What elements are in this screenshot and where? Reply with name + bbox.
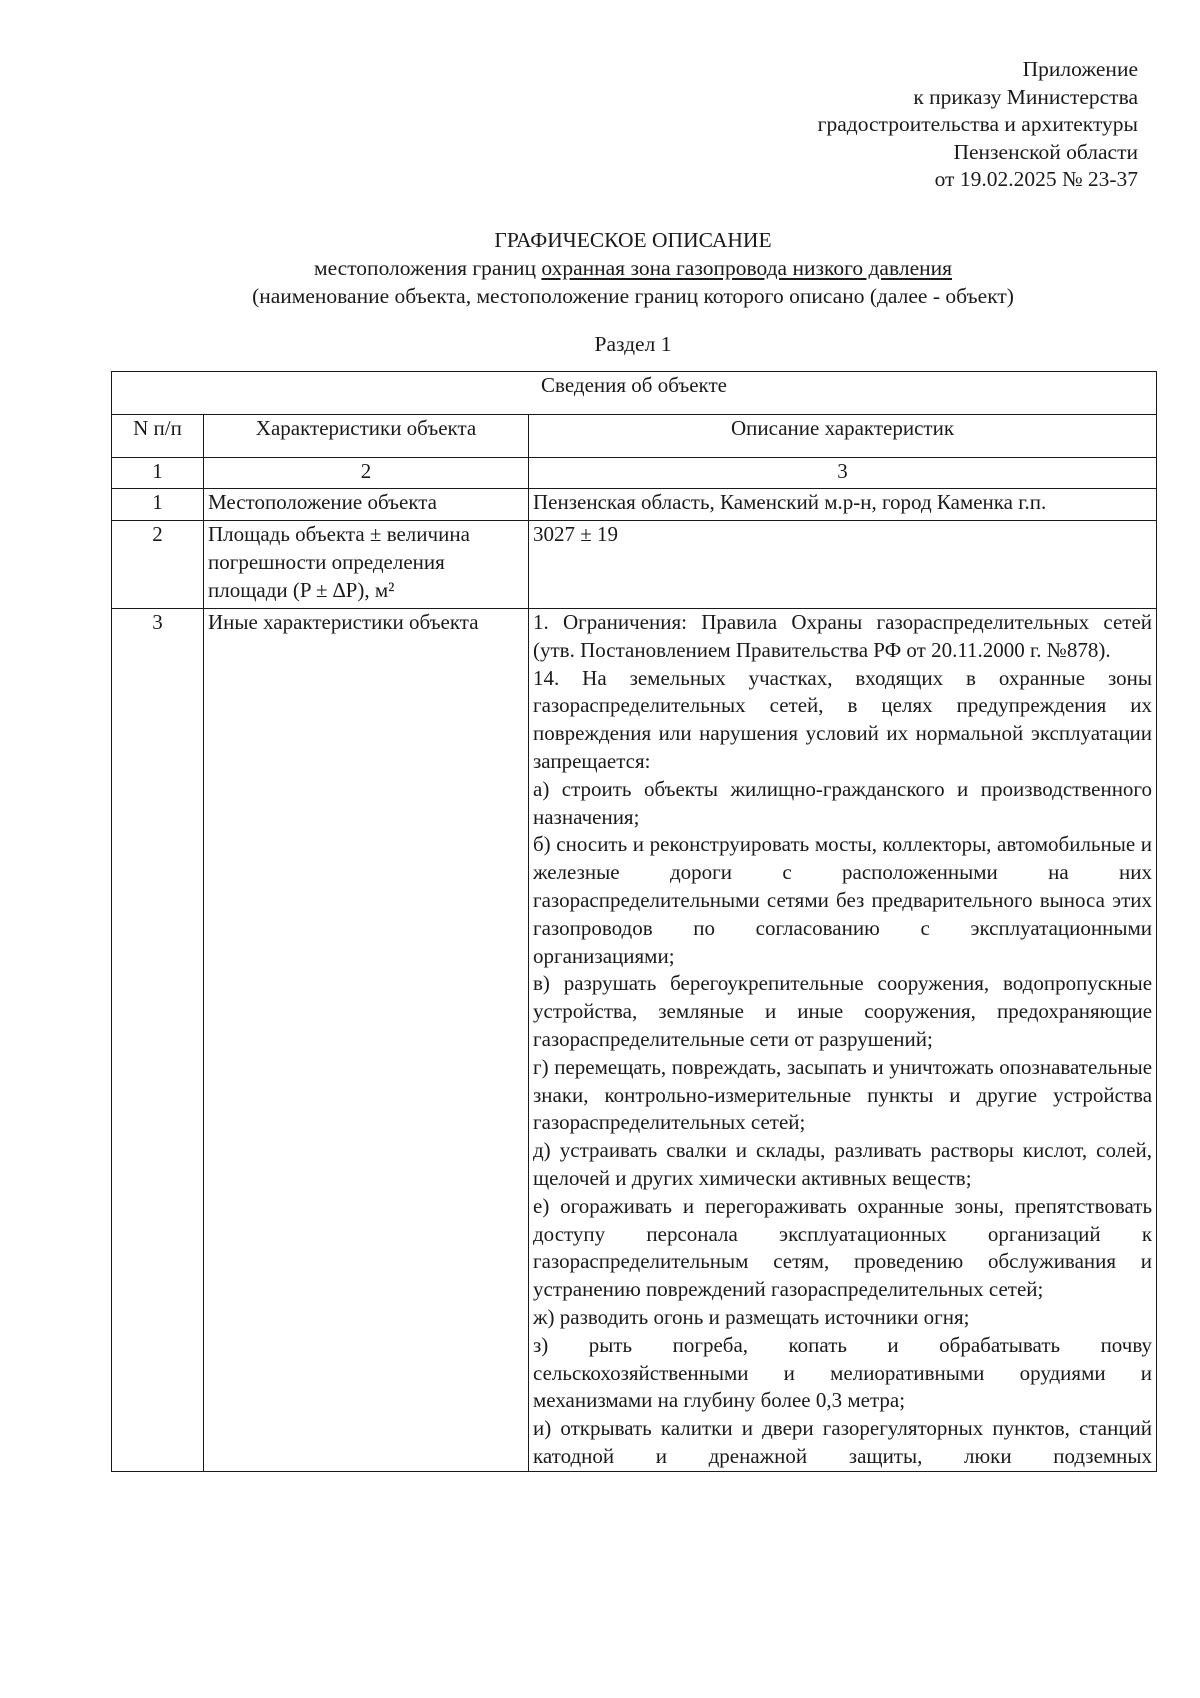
- restriction-paragraph: е) огораживать и перегораживать охранные зоны, препятствовать доступу персонала эксплуатационных организаций к газораспределительным сетям, проведению обслуживания и устранению повреждений газораспределительных сетей;: [533, 1193, 1153, 1302]
- table-row: [112, 489, 1157, 521]
- appendix-line: градостроительства и архитектуры: [817, 112, 1138, 137]
- row-characteristic: Местоположение объекта: [204, 489, 529, 521]
- appendix-block: [818, 56, 1138, 194]
- title-subject-line: [0, 254, 1200, 282]
- appendix-line: Пензенской области: [953, 139, 1138, 164]
- row-characteristic: Иные характеристики объекта: [204, 609, 529, 1472]
- restriction-paragraph: з) рыть погреба, копать и обрабатывать почву сельскохозяйственными и мелиоративными орудиями и механизмами на глубину более 0,3 метра;: [533, 1332, 1153, 1413]
- column-number: 2: [204, 458, 529, 489]
- row-number: 1: [112, 489, 204, 521]
- table-caption-row: [112, 372, 1157, 415]
- restriction-paragraph: 14. На земельных участках, входящих в охранные зоны газораспределительных сетей, в целях предупреждения их повреждения или нарушения условий их нормальной эксплуатации запрещается:: [533, 665, 1153, 773]
- row-number: 3: [112, 609, 204, 1472]
- row-description-list: [529, 609, 1157, 1472]
- document-title-block: [0, 226, 1200, 310]
- restriction-paragraph: г) перемещать, повреждать, засыпать и уничтожать опознавательные знаки, контрольно-измерительные пункты и другие устройства газораспределительных сетей;: [533, 1054, 1153, 1135]
- table-row: [112, 609, 1157, 1472]
- table-row: [112, 521, 1157, 609]
- restriction-paragraph: и) открывать калитки и двери газорегуляторных пунктов, станций катодной и дренажной защиты, люки подземных: [533, 1416, 1153, 1468]
- header-description: Описание характеристик: [529, 415, 1157, 458]
- column-number-row: [112, 458, 1157, 489]
- restriction-paragraph: д) устраивать свалки и склады, разливать растворы кислот, солей, щелочей и других химически активных веществ;: [533, 1138, 1153, 1190]
- object-info-table: [111, 371, 1157, 1472]
- section-label: Раздел 1: [594, 332, 672, 356]
- row-description: 3027 ± 19: [529, 521, 1157, 609]
- document-title: ГРАФИЧЕСКОЕ ОПИСАНИЕ: [494, 228, 772, 252]
- column-number: 3: [529, 458, 1157, 489]
- restriction-paragraph: ж) разводить огонь и размещать источники огня;: [533, 1304, 970, 1329]
- title-subject-prefix: местоположения границ: [313, 256, 536, 280]
- row-characteristic: Площадь объекта ± величина погрешности определения площади (P ± ∆P), м²: [204, 521, 529, 609]
- header-number: N п/п: [112, 415, 204, 458]
- title-note: (наименование объекта, местоположение границ которого описано (далее - объект): [252, 284, 1014, 308]
- object-name: охранная зона газопровода низкого давления: [541, 256, 953, 280]
- appendix-line: к приказу Министерства: [913, 84, 1138, 109]
- restriction-paragraph: 1. Ограничения: Правила Охраны газораспределительных сетей (утв. Постановлением Правительства РФ от 20.11.2000 г. №878).: [533, 610, 1153, 662]
- row-description: Пензенская область, Каменский м.р-н, город Каменка г.п.: [529, 489, 1157, 521]
- restriction-paragraph: б) сносить и реконструировать мосты, коллекторы, автомобильные и железные дороги с расположенными на них газораспределительными сетями без предварительного выноса этих газопроводов по согласованию с эксплуатационными организациями;: [533, 832, 1153, 968]
- row-number: 2: [112, 521, 204, 609]
- column-number: 1: [112, 458, 204, 489]
- appendix-line: от 19.02.2025 № 23-37: [934, 167, 1138, 192]
- table-header-row: [112, 415, 1157, 458]
- restriction-paragraph: в) разрушать берегоукрепительные сооружения, водопропускные устройства, земляные и иные сооружения, предохраняющие газораспределительные сети от разрушений;: [533, 971, 1153, 1051]
- appendix-line: Приложение: [1022, 57, 1138, 81]
- restriction-paragraph: а) строить объекты жилищно-гражданского и производственного назначения;: [533, 776, 1153, 829]
- table-caption: Сведения об объекте: [112, 372, 1157, 415]
- header-characteristic: Характеристики объекта: [204, 415, 529, 458]
